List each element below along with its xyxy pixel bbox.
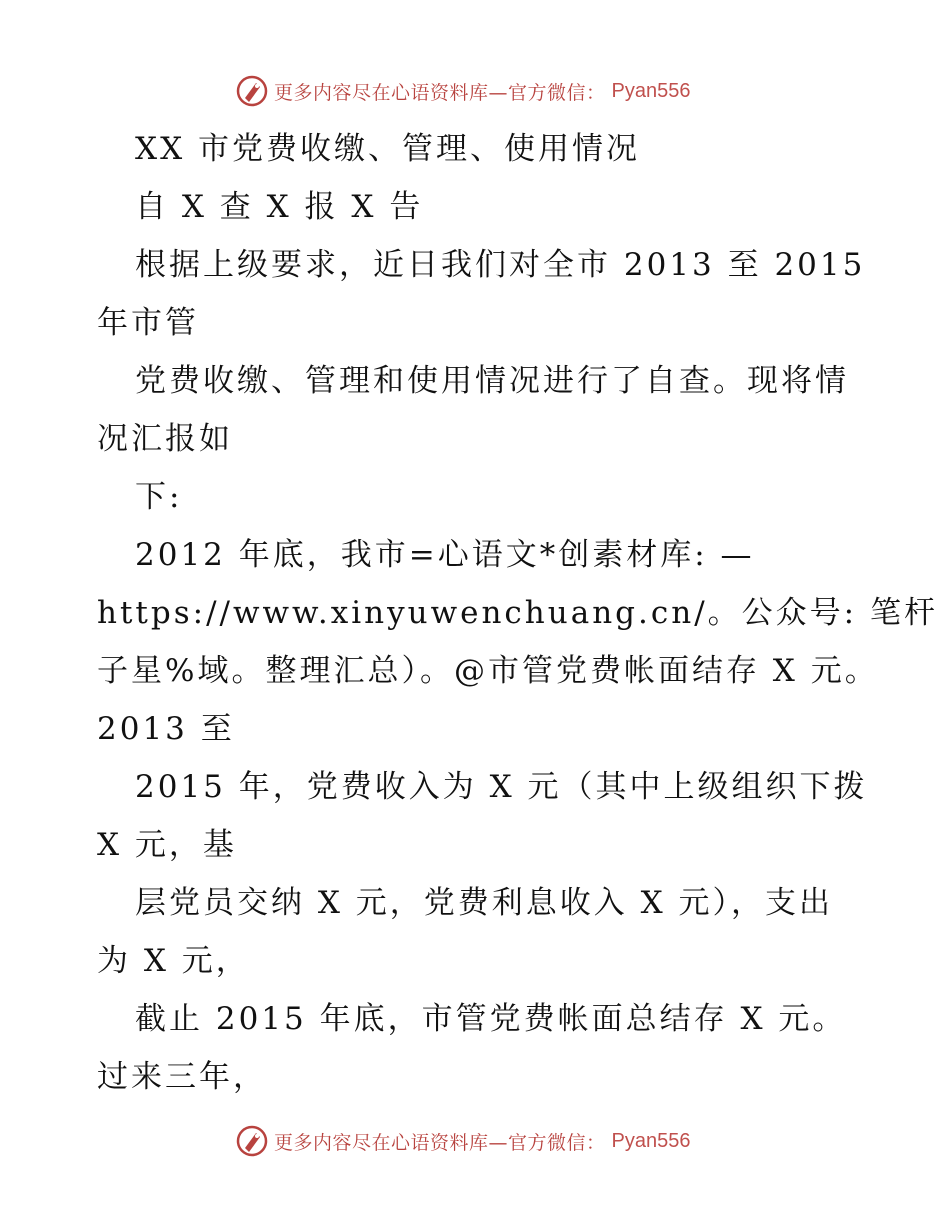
text-line: https://www.xinyuwenchuang.cn/。公众号: 笔杆 <box>97 595 938 631</box>
text-line: 根据上级要求，近日我们对全市 2013 至 2015 <box>135 247 866 283</box>
text-line: 过来三年， <box>97 1059 267 1095</box>
text-line: 党费收缴、管理和使用情况进行了自查。现将情 <box>135 363 849 399</box>
text-line: 下: <box>135 479 183 515</box>
text-line: 自 X 查 X 报 X 告 <box>135 189 424 225</box>
watermark-wechat-id: Pyan556 <box>611 1129 691 1152</box>
text-line: X 元，基 <box>97 827 237 863</box>
text-line: 2013 至 <box>97 711 235 747</box>
text-line: XX 市党费收缴、管理、使用情况 <box>135 131 640 167</box>
text-line: 截止 2015 年底，市管党费帐面总结存 X 元。 <box>135 1001 847 1037</box>
watermark-header <box>236 74 690 108</box>
watermark-text: 更多内容尽在心语资料库—官方微信： <box>274 81 606 104</box>
text-line: 况汇报如 <box>97 421 233 457</box>
watermark-footer <box>236 1124 690 1158</box>
text-line: 层党员交纳 X 元，党费利息收入 X 元），支出 <box>135 885 834 921</box>
text-line: 年市管 <box>97 305 199 341</box>
text-line: 子星%域。整理汇总）。@市管党费帐面结存 X 元。 <box>97 653 879 689</box>
watermark-wechat-id: Pyan556 <box>611 79 691 102</box>
pen-nib-icon <box>236 75 268 107</box>
text-line: 2015 年，党费收入为 X 元（其中上级组织下拨 <box>135 769 868 805</box>
text-line: 2012 年底，我市=心语文*创素材库: — <box>135 537 755 573</box>
pen-nib-icon <box>236 1125 268 1157</box>
watermark-text: 更多内容尽在心语资料库—官方微信： <box>274 1131 606 1154</box>
document-body <box>97 126 938 1112</box>
text-line: 为 X 元， <box>97 943 250 979</box>
